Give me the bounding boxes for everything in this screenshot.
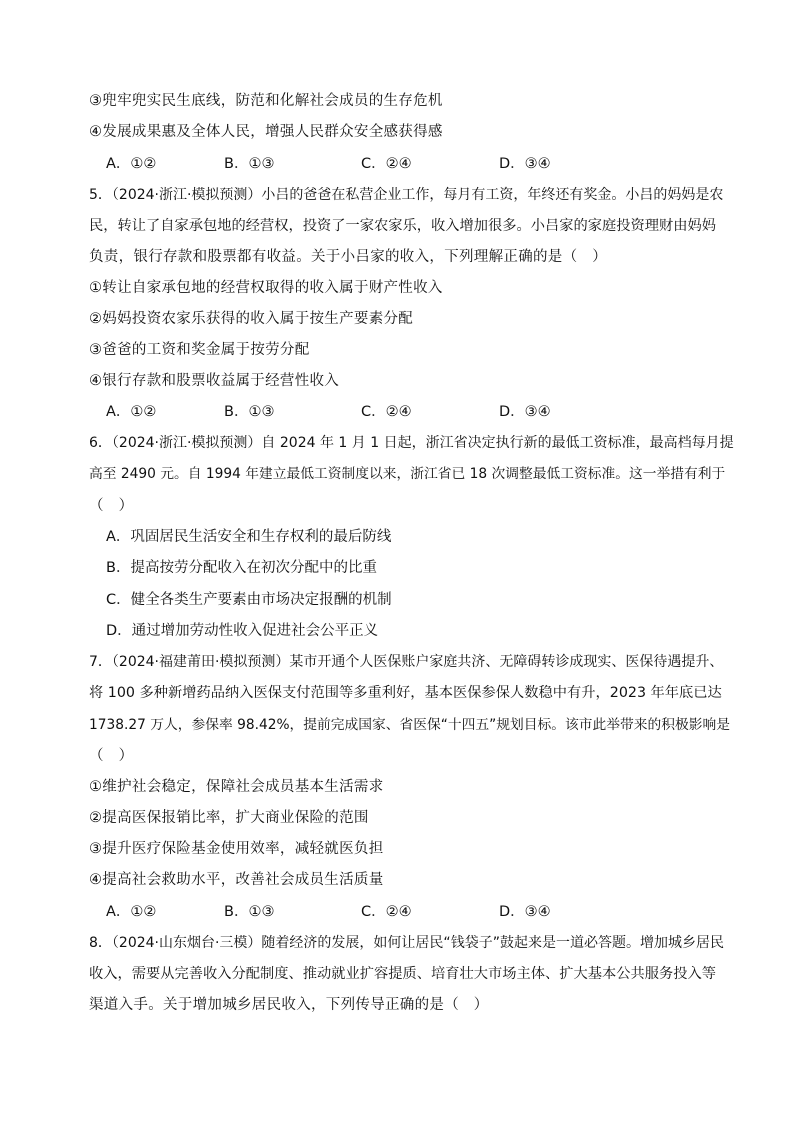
option-d[interactable]: D．③④ <box>499 156 551 172</box>
option-d[interactable]: D．通过增加劳动性收入促进社会公平正义 <box>106 623 379 639</box>
option-a[interactable]: A．①② <box>106 156 157 172</box>
option-b[interactable]: B．①③ <box>224 904 275 920</box>
option-c[interactable]: C．②④ <box>361 156 412 172</box>
question-6-stem: 高至 2490 元。自 1994 年建立最低工资制度以来，浙江省已 18 次调整最低工资标准。这一举措有利于 <box>89 466 726 482</box>
statement-item: ④提高社会救助水平，改善社会成员生活质量 <box>89 872 384 888</box>
option-b[interactable]: B．①③ <box>224 404 275 420</box>
statement-item: ④银行存款和股票收益属于经营性收入 <box>89 373 340 389</box>
option-a[interactable]: A．巩固居民生活安全和生存权利的最后防线 <box>106 529 392 545</box>
question-5-stem: 5．（2024·浙江·模拟预测）小吕的爸爸在私营企业工作，每月有工资，年终还有奖金。小吕的妈妈是农 <box>89 187 724 203</box>
question-5-stem: 负责，银行存款和股票都有收益。关于小吕家的收入，下列理解正确的是（ ） <box>89 249 607 265</box>
option-d[interactable]: D．③④ <box>499 404 551 420</box>
question-7-stem: 将 100 多种新增药品纳入医保支付范围等多重利好，基本医保参保人数稳中有升，2023 年年底已达 <box>89 685 722 701</box>
question-5-stem: 民，转让了自家承包地的经营权，投资了一家农家乐，收入增加很多。小吕家的家庭投资理财由妈妈 <box>89 218 717 234</box>
question-7-stem: 1738.27 万人，参保率 98.42%，提前完成国家、省医保“十四五”规划目标。该市此举带来的积极影响是 <box>89 717 731 733</box>
option-b[interactable]: B．①③ <box>224 156 275 172</box>
question-8-stem: 8．（2024·山东烟台·三模）随着经济的发展，如何让居民“钱袋子”鼓起来是一道必答题。增加城乡居民 <box>89 935 724 951</box>
option-a[interactable]: A．①② <box>106 404 157 420</box>
statement-item: ③提升医疗保险基金使用效率，减轻就医负担 <box>89 841 384 857</box>
question-6-stem: 6．（2024·浙江·模拟预测）自 2024 年 1 月 1 日起，浙江省决定执行新的最低工资标准，最高档每月提 <box>89 435 734 451</box>
option-c[interactable]: C．健全各类生产要素由市场决定报酬的机制 <box>106 592 392 608</box>
question-6-stem: （ ） <box>89 498 134 514</box>
statement-item: ③爸爸的工资和奖金属于按劳分配 <box>89 342 310 358</box>
option-b[interactable]: B．提高按劳分配收入在初次分配中的比重 <box>106 560 377 576</box>
question-7-stem: 7．（2024·福建莆田·模拟预测）某市开通个人医保账户家庭共济、无障碍转诊成现实、医保待遇提升、 <box>89 654 724 670</box>
statement-item: ④发展成果惠及全体人民，增强人民群众安全感获得感 <box>89 124 443 140</box>
question-8-stem: 收入，需要从完善收入分配制度、推动就业扩容提质、培育壮大市场主体、扩大基本公共服务投入等 <box>89 966 717 982</box>
option-c[interactable]: C．②④ <box>361 904 412 920</box>
option-c[interactable]: C．②④ <box>361 404 412 420</box>
option-a[interactable]: A．①② <box>106 904 157 920</box>
statement-item: ①转让自家承包地的经营权取得的收入属于财产性收入 <box>89 280 443 296</box>
statement-item: ②提高医保报销比率，扩大商业保险的范围 <box>89 810 369 826</box>
statement-item: ①维护社会稳定，保障社会成员基本生活需求 <box>89 779 384 795</box>
statement-item: ③兜牢兜实民生底线，防范和化解社会成员的生存危机 <box>89 93 443 109</box>
option-d[interactable]: D．③④ <box>499 904 551 920</box>
question-7-stem: （ ） <box>89 748 134 764</box>
statement-item: ②妈妈投资农家乐获得的收入属于按生产要素分配 <box>89 311 414 327</box>
question-8-stem: 渠道入手。关于增加城乡居民收入，下列传导正确的是（ ） <box>89 997 489 1013</box>
